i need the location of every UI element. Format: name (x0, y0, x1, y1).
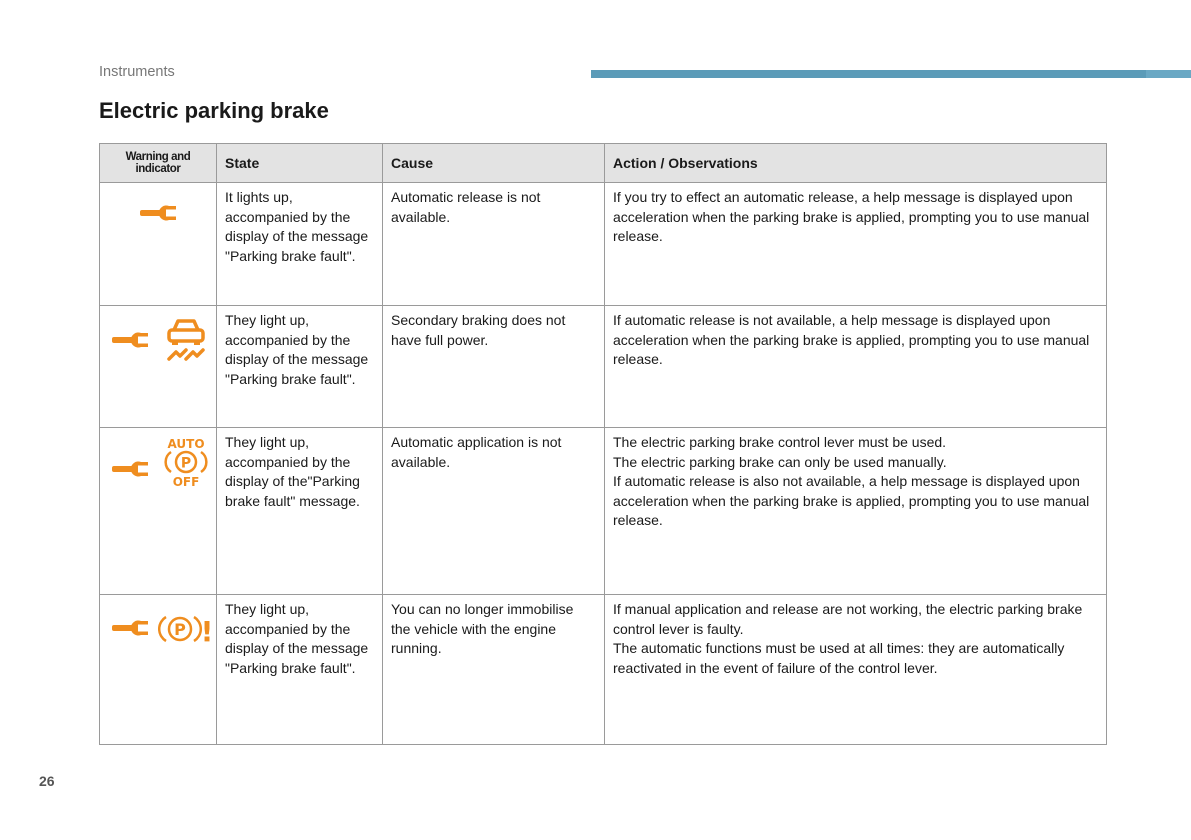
cause-cell: Automatic application is not available. (383, 428, 605, 595)
state-cell: They light up, accompanied by the display of the"Parking brake fault" message. (217, 428, 383, 595)
page-number: 26 (39, 773, 55, 789)
warning-table (99, 143, 1107, 745)
wrench-icon (111, 459, 149, 479)
action-text: If manual application and release are not working, the electric parking brake control lever is faulty. (613, 601, 1083, 637)
cause-cell: Secondary braking does not have full power. (383, 306, 605, 428)
exclamation-label: ! (200, 615, 214, 645)
state-cell: It lights up, accompanied by the display of the message "Parking brake fault". (217, 183, 383, 306)
off-label: OFF (172, 475, 200, 488)
section-label: Instruments (99, 64, 175, 80)
state-cell: They light up, accompanied by the display of the message "Parking brake fault". (217, 306, 383, 428)
p-label: P (174, 620, 186, 639)
cause-cell: Automatic release is not available. (383, 183, 605, 306)
wrench-icon (111, 330, 149, 350)
wrench-icon (139, 203, 177, 223)
table-header-row (100, 144, 1107, 183)
warning-indicator-cell (100, 306, 217, 428)
table-row (100, 595, 1107, 745)
cause-cell: You can no longer immobilise the vehicle with the engine running. (383, 595, 605, 745)
action-cell (605, 595, 1107, 745)
secondary-braking-icon (165, 318, 207, 362)
auto-label: AUTO (167, 437, 205, 451)
column-header-warning: Warning and indicator (100, 144, 217, 183)
header-accent-bar (591, 70, 1191, 78)
table-row (100, 183, 1107, 306)
action-text: If you try to effect an automatic release, a help message is displayed upon acceleration when the parking brake is applied, prompting you to use manual release. (613, 189, 1090, 245)
header-accent-bar-end (1146, 70, 1191, 78)
action-text: If automatic release is also not available, a help message is displayed upon acceleration when the parking brake is applied, prompting you to use manual release. (613, 473, 1090, 529)
page-title: Electric parking brake (99, 98, 329, 123)
table-row (100, 428, 1107, 595)
state-cell: They light up, accompanied by the display of the message "Parking brake fault". (217, 595, 383, 745)
warning-indicator-cell (100, 595, 217, 745)
action-cell (605, 428, 1107, 595)
action-text: The electric parking brake can only be used manually. (613, 453, 947, 470)
action-text: The automatic functions must be used at all times: they are automatically reactivated in the event of failure of the control lever. (613, 640, 1065, 676)
parking-brake-fault-icon (158, 613, 214, 645)
column-header-cause: Cause (383, 144, 605, 183)
warning-indicator-cell (100, 428, 217, 595)
wrench-icon (111, 618, 149, 638)
table-row (100, 306, 1107, 428)
column-header-state: State (217, 144, 383, 183)
action-text: The electric parking brake control lever must be used. (613, 434, 947, 450)
warning-indicator-cell (100, 183, 217, 306)
column-header-action: Action / Observations (605, 144, 1107, 183)
action-cell (605, 306, 1107, 428)
p-label: P (180, 455, 192, 472)
action-cell (605, 183, 1107, 306)
action-text: If automatic release is not available, a help message is displayed upon acceleration when the parking brake is applied, prompting you to use manual release. (613, 312, 1090, 368)
auto-p-off-icon (162, 436, 210, 488)
